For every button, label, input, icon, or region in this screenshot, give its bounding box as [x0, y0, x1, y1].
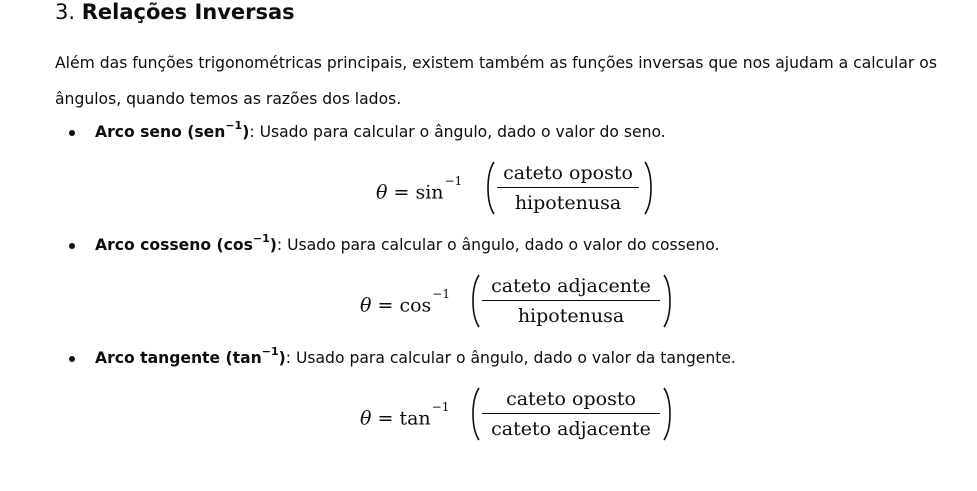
section-title: Relações Inversas [81, 0, 295, 24]
term-description: : Usado para calcular o ângulo, dado o valor da tangente. [285, 349, 736, 367]
left-paren [483, 160, 497, 216]
list-item-text [55, 346, 955, 370]
term-description: : Usado para calcular o ângulo, dado o valor do seno. [249, 123, 666, 141]
formula-lhs: $\theta = \sin^{-1}$ [376, 174, 463, 204]
fraction-denominator: hipotenusa [514, 192, 622, 215]
list-item-arccos [55, 233, 955, 331]
term-superscript: −1 [225, 118, 243, 132]
fraction [482, 273, 660, 329]
left-paren [468, 386, 482, 442]
right-paren [661, 386, 675, 442]
right-paren [661, 273, 675, 329]
formula-arccos [55, 269, 955, 331]
fraction-denominator: hipotenusa [517, 305, 625, 328]
fraction [497, 160, 639, 216]
bullet-dot [69, 243, 75, 249]
list-item-text [55, 233, 955, 257]
list-item-arctan [55, 346, 955, 444]
bullet-dot [69, 356, 75, 362]
list-item-text [55, 120, 955, 144]
term-superscript: −1 [252, 231, 270, 245]
formula-lhs: $\theta = \cos^{-1}$ [360, 287, 450, 317]
left-paren [468, 273, 482, 329]
formula-arctan [55, 382, 955, 444]
fraction [482, 386, 660, 442]
bullet-dot [69, 130, 75, 136]
fraction-numerator: cateto adjacente [491, 275, 651, 297]
list-item-arcsin [55, 120, 955, 218]
fraction-numerator: cateto oposto [506, 388, 636, 410]
formula-lhs: $\theta = \tan^{-1}$ [360, 400, 450, 430]
section-heading [55, 0, 955, 28]
right-paren [642, 160, 656, 216]
term-label: Arco seno (sen$^{-1}$) [95, 118, 250, 141]
fraction-numerator: cateto oposto [503, 162, 633, 184]
article-content [55, 0, 955, 444]
inverse-functions-list [55, 120, 955, 444]
fraction-denominator: cateto adjacente [491, 418, 651, 441]
intro-paragraph: Além das funções trigonométricas principais, existem também as funções inversas que nos ajudam a calcular os ângulos, quando temos as razões dos lados. [55, 54, 937, 108]
term-superscript: −1 [261, 344, 279, 358]
term-label: Arco tangente $(\tan^{-1})$ [95, 344, 286, 367]
formula-arcsin [55, 156, 955, 218]
term-label: Arco cosseno $(\cos^{-1})$ [95, 231, 277, 254]
section-number: 3. [55, 0, 76, 24]
term-description: : Usado para calcular o ângulo, dado o valor do cosseno. [276, 236, 720, 254]
